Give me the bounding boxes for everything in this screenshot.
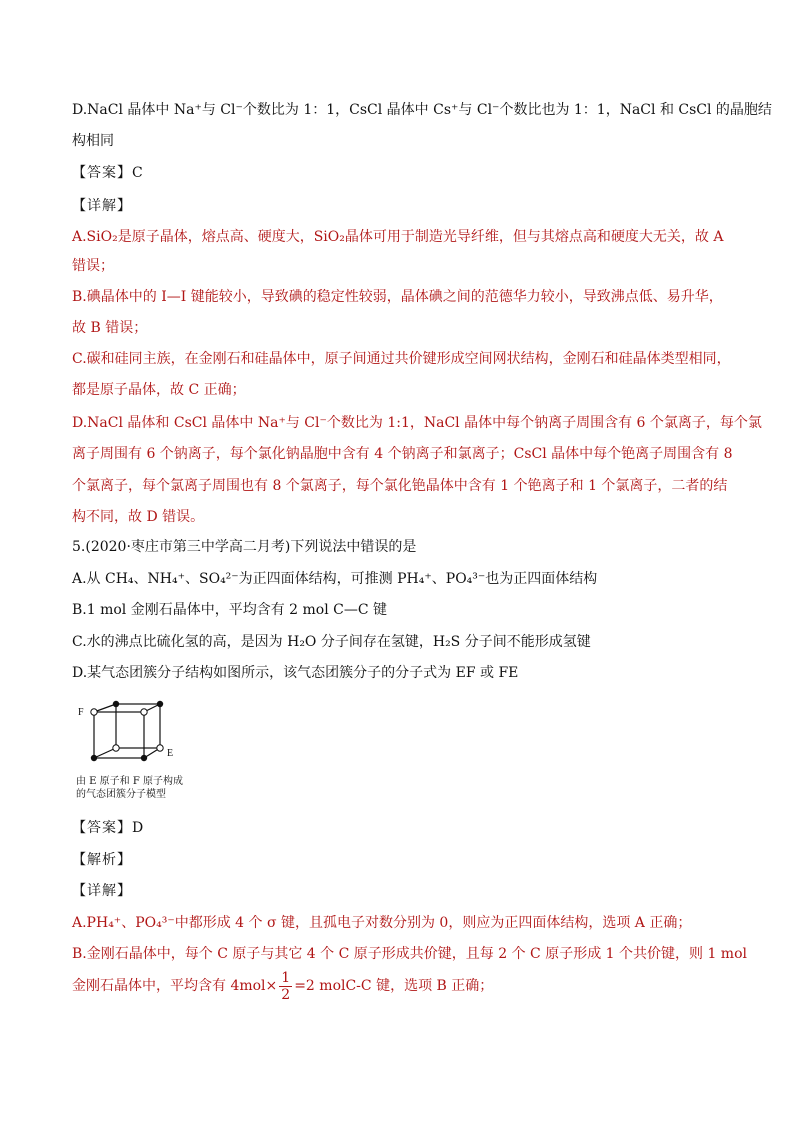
cube-front-face [94,712,144,758]
atom-black [141,755,147,761]
cube-back-face [116,704,160,748]
detail1-b-line1: B.碘晶体中的 I—I 键能较小，导致碘的稳定性较弱，晶体碘之间的范德华力较小，导致沸点低、易升华， [72,289,723,305]
q5-option-c: C.水的沸点比硫化氢的高，是因为 H₂O 分子间存在氢键，H₂S 分子间不能形成氢键 [72,634,591,650]
detail2-b-line2-pre: 金刚石晶体中，平均含有 4mol× [72,978,278,994]
answer-value: C [132,165,143,181]
detail2-b-line2 [72,968,493,1004]
detail1-c-line2: 都是原子晶体，故 C 正确； [72,382,246,398]
detail1-b-line2: 故 B 错误； [72,320,148,336]
label-f: F [78,707,84,718]
q5-stem: 5.(2020·枣庄市第三中学高二月考)下列说法中错误的是 [72,539,417,555]
prev-option-d-line1: D.NaCl 晶体中 Na⁺与 Cl⁻个数比为 1：1，CsCl 晶体中 Cs⁺与 Cl⁻个数比也为 1：1，NaCl 和 CsCl 的晶胞结 [72,102,772,118]
explain-label-1: 【详解】 [72,198,132,214]
detail1-d-line1: D.NaCl 晶体和 CsCl 晶体中 Na⁺与 Cl⁻个数比为 1:1，NaCl 晶体中每个钠离子周围含有 6 个氯离子，每个氯 [72,415,762,431]
detail1-a-line1: A.SiO₂是原子晶体，熔点高、硬度大，SiO₂晶体可用于制造光导纤维，但与其熔点高和硬度大无关，故 A [72,229,724,245]
figure-caption-line2: 的气态团簇分子模型 [76,789,166,800]
detail1-d-line2: 离子周围有 6 个钠离子，每个氯化钠晶胞中含有 4 个钠离子和氯离子；CsCl 晶体中每个铯离子周围含有 8 [72,446,733,462]
answer-label: 【答案】 [72,820,132,836]
prev-option-d-line2: 构相同 [72,133,114,149]
atom-white [113,745,119,751]
q5-option-d: D.某气态团簇分子结构如图所示，该气态团簇分子的分子式为 EF 或 FE [72,665,519,681]
detail1-a-line2: 错误； [72,258,114,274]
atom-white [141,709,147,715]
detail2-a-line1: A.PH₄⁺、PO₄³⁻中都形成 4 个 σ 键，且孤电子对数分别为 0，则应为正四面体结构，选项 A 正确； [72,915,692,931]
label-e: E [167,748,174,759]
detail1-d-line4: 构不同，故 D 错误。 [72,509,205,525]
figure-caption-line1: 由 E 原子和 F 原子构成 [76,776,183,787]
analysis-label: 【解析】 [72,852,132,868]
fraction-one-half [279,970,292,1003]
atom-black [157,701,163,707]
answer-value: D [132,820,144,836]
detail1-c-line1: C.碳和硅同主族，在金刚石和硅晶体中，原子间通过共价键形成空间网状结构，金刚石和硅晶体类型相同， [72,351,731,367]
answer-label: 【答案】 [72,165,132,181]
detail2-b-line1: B.金刚石晶体中，每个 C 原子与其它 4 个 C 原子形成共价键，且每 2 个 C 原子形成 1 个共价键，则 1 mol [72,946,747,962]
atom-black [91,755,97,761]
answer-2 [72,818,143,838]
q5-option-b: B.1 mol 金刚石晶体中，平均含有 2 mol C—C 键 [72,602,388,618]
atom-f-white [91,709,97,715]
explain-label-2: 【详解】 [72,883,132,899]
fraction-numerator: 1 [281,969,291,986]
detail1-d-line3: 个氯离子，每个氯离子周围也有 8 个氯离子，每个氯化铯晶体中含有 1 个铯离子和 1 个氯离子，二者的结 [72,478,728,494]
detail2-b-line2-post: =2 molC-C 键，选项 B 正确； [294,978,494,994]
atom-e-white [157,745,163,751]
atom-black [113,701,119,707]
q5-option-a: A.从 CH₄、NH₄⁺、SO₄²⁻为正四面体结构，可推测 PH₄⁺、PO₄³⁻也为正四面体结构 [72,571,598,587]
figure-caption [76,775,183,801]
answer-1 [72,163,143,183]
fraction-denominator: 2 [281,986,291,1003]
